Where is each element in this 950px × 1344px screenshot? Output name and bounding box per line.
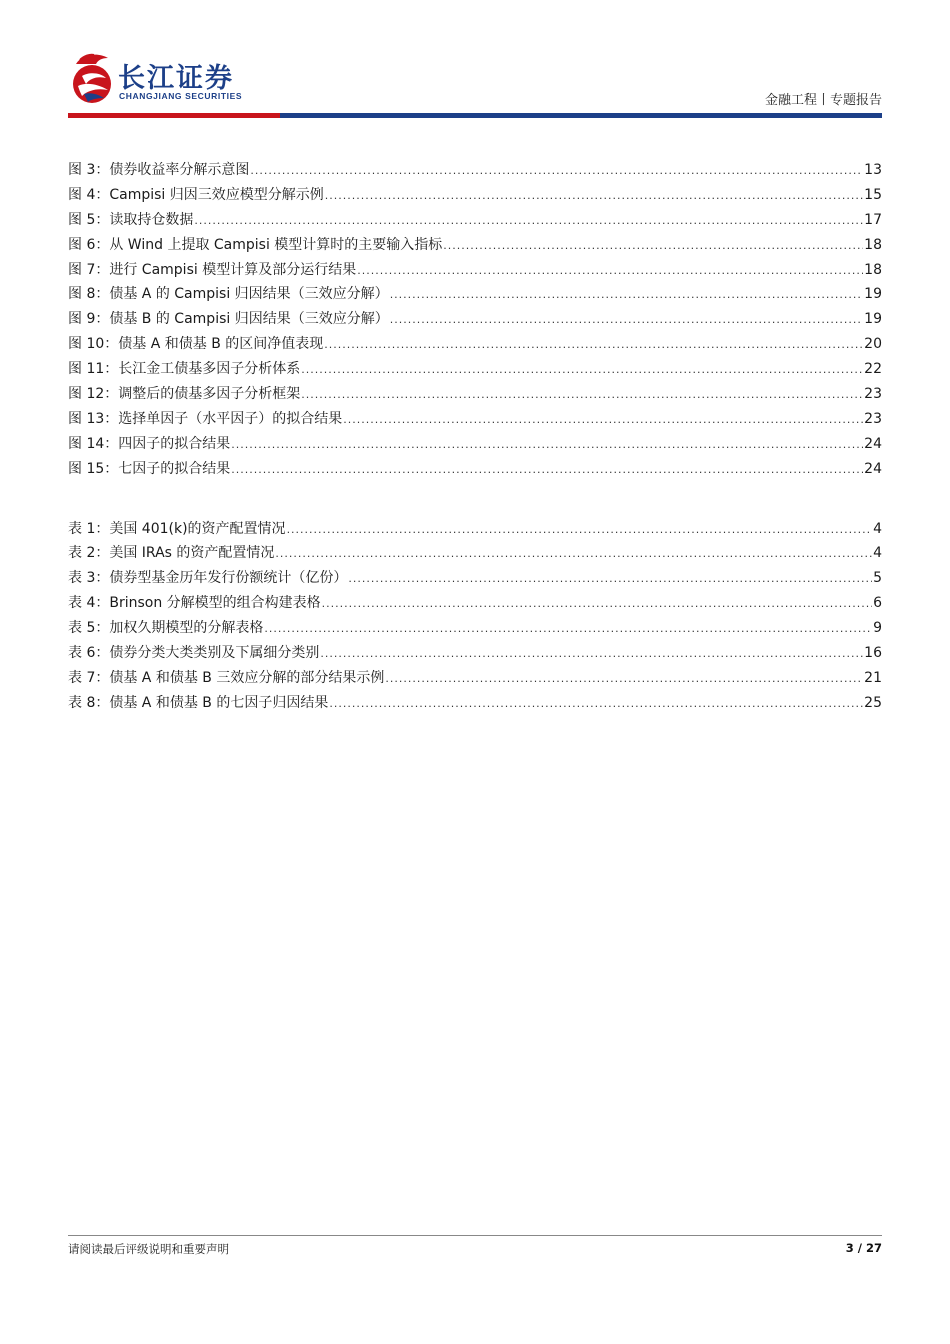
- page-indicator: 3 / 27: [845, 1241, 882, 1255]
- toc-entry-label: 表 4：Brinson 分解模型的组合构建表格: [68, 595, 321, 612]
- figure-list: [68, 160, 882, 484]
- toc-entry-label: 图 7：进行 Campisi 模型计算及部分运行结果: [68, 261, 357, 278]
- toc-entry-page: 15: [864, 186, 882, 203]
- toc-leader-dots: [329, 694, 863, 714]
- toc-entry-page: 9: [873, 620, 882, 637]
- section-gap: [68, 484, 882, 519]
- toc-entry-page: 22: [864, 361, 882, 378]
- toc-entry-page: 4: [873, 545, 882, 562]
- toc-entry-label: 表 1：美国 401(k)的资产配置情况: [68, 520, 286, 537]
- toc-entry-label: 图 4：Campisi 归因三效应模型分解示例: [68, 186, 324, 203]
- toc-leader-dots: [287, 520, 873, 540]
- toc-entry-table[interactable]: [68, 519, 882, 544]
- toc-leader-dots: [264, 619, 872, 639]
- toc-entry-page: 21: [864, 669, 882, 686]
- toc-entry-page: 20: [864, 336, 882, 353]
- company-logo: [68, 48, 298, 108]
- header-divider-red: [68, 113, 280, 118]
- toc-entry-label: 图 10：债基 A 和债基 B 的区间净值表现: [68, 336, 324, 353]
- toc-entry-figure[interactable]: [68, 210, 882, 235]
- toc-entry-label: 图 11：长江金工债基多因子分析体系: [68, 361, 301, 378]
- table-of-figures: [68, 160, 882, 718]
- toc-entry-figure[interactable]: [68, 160, 882, 185]
- toc-entry-figure[interactable]: [68, 309, 882, 334]
- toc-entry-table[interactable]: [68, 568, 882, 593]
- toc-entry-figure[interactable]: [68, 434, 882, 459]
- page-header: [68, 48, 882, 120]
- toc-entry-page: 4: [873, 520, 882, 537]
- toc-entry-figure[interactable]: [68, 384, 882, 409]
- toc-entry-page: 13: [864, 162, 882, 178]
- toc-entry-page: 19: [864, 311, 882, 328]
- toc-entry-page: 19: [864, 286, 882, 303]
- toc-entry-table[interactable]: [68, 693, 882, 718]
- toc-entry-figure[interactable]: [68, 284, 882, 309]
- report-type-label: 金融工程丨专题报告: [764, 93, 882, 108]
- table-list: [68, 519, 882, 718]
- toc-entry-page: 25: [864, 694, 882, 711]
- toc-entry-figure[interactable]: [68, 235, 882, 260]
- toc-entry-figure[interactable]: [68, 185, 882, 210]
- toc-entry-figure[interactable]: [68, 260, 882, 285]
- header-divider-blue: [280, 113, 882, 118]
- toc-leader-dots: [231, 435, 863, 455]
- header-divider: [68, 113, 882, 118]
- toc-leader-dots: [390, 285, 863, 305]
- toc-entry-label: 表 3：债券型基金历年发行份额统计（亿份）: [68, 570, 348, 587]
- toc-entry-page: 23: [864, 410, 882, 427]
- toc-leader-dots: [325, 186, 863, 206]
- toc-entry-figure[interactable]: [68, 359, 882, 384]
- footer-divider: [68, 1235, 882, 1236]
- toc-leader-dots: [390, 310, 863, 330]
- toc-entry-page: 6: [873, 595, 882, 612]
- toc-leader-dots: [348, 569, 872, 589]
- toc-entry-figure[interactable]: [68, 409, 882, 434]
- toc-entry-page: 24: [864, 435, 882, 452]
- toc-entry-table[interactable]: [68, 668, 882, 693]
- toc-entry-figure[interactable]: [68, 459, 882, 484]
- toc-entry-label: 图 6：从 Wind 上提取 Campisi 模型计算时的主要输入指标: [68, 236, 443, 253]
- toc-leader-dots: [301, 360, 863, 380]
- toc-entry-label: 图 15：七因子的拟合结果: [68, 460, 231, 477]
- toc-leader-dots: [250, 161, 863, 181]
- toc-entry-label: 图 13：选择单因子（水平因子）的拟合结果: [68, 410, 343, 427]
- logo-english-name: CHANGJIANG SECURITIES: [119, 91, 243, 101]
- toc-leader-dots: [343, 410, 863, 430]
- toc-leader-dots: [194, 211, 863, 231]
- toc-entry-page: 23: [864, 386, 882, 403]
- toc-entry-table[interactable]: [68, 543, 882, 568]
- toc-entry-label: 表 8：债基 A 和债基 B 的七因子归因结果: [68, 694, 329, 711]
- toc-entry-figure[interactable]: [68, 334, 882, 359]
- toc-entry-page: 18: [864, 261, 882, 278]
- toc-entry-label: 图 8：债基 A 的 Campisi 归因结果（三效应分解）: [68, 286, 389, 303]
- toc-leader-dots: [231, 460, 863, 480]
- toc-entry-label: 图 14：四因子的拟合结果: [68, 435, 231, 452]
- toc-leader-dots: [301, 385, 863, 405]
- toc-entry-page: 5: [873, 570, 882, 587]
- toc-entry-label: 表 7：债基 A 和债基 B 三效应分解的部分结果示例: [68, 669, 385, 686]
- toc-leader-dots: [385, 669, 863, 689]
- toc-leader-dots: [320, 644, 863, 664]
- toc-entry-label: 图 3：债券收益率分解示意图: [68, 162, 250, 178]
- footer-disclaimer: 请阅读最后评级说明和重要声明: [68, 1242, 229, 1256]
- toc-entry-label: 表 2：美国 IRAs 的资产配置情况: [68, 545, 275, 562]
- toc-entry-page: 18: [864, 236, 882, 253]
- toc-entry-label: 图 12：调整后的债基多因子分析框架: [68, 386, 301, 403]
- logo-chinese-name: 长江证券: [118, 63, 234, 94]
- toc-leader-dots: [322, 594, 872, 614]
- toc-entry-table[interactable]: [68, 618, 882, 643]
- logo-emblem-icon: [68, 50, 120, 106]
- toc-leader-dots: [443, 236, 863, 256]
- toc-entry-page: 24: [864, 460, 882, 477]
- toc-entry-label: 图 5：读取持仓数据: [68, 211, 194, 228]
- toc-entry-label: 表 6：债券分类大类类别及下属细分类别: [68, 645, 320, 662]
- toc-entry-page: 16: [864, 645, 882, 662]
- toc-entry-label: 表 5：加权久期模型的分解表格: [68, 620, 264, 637]
- toc-entry-page: 17: [864, 211, 882, 228]
- toc-entry-table[interactable]: [68, 593, 882, 618]
- toc-entry-label: 图 9：债基 B 的 Campisi 归因结果（三效应分解）: [68, 311, 389, 328]
- toc-leader-dots: [357, 261, 863, 281]
- toc-leader-dots: [324, 335, 863, 355]
- toc-leader-dots: [275, 544, 872, 564]
- toc-entry-table[interactable]: [68, 643, 882, 668]
